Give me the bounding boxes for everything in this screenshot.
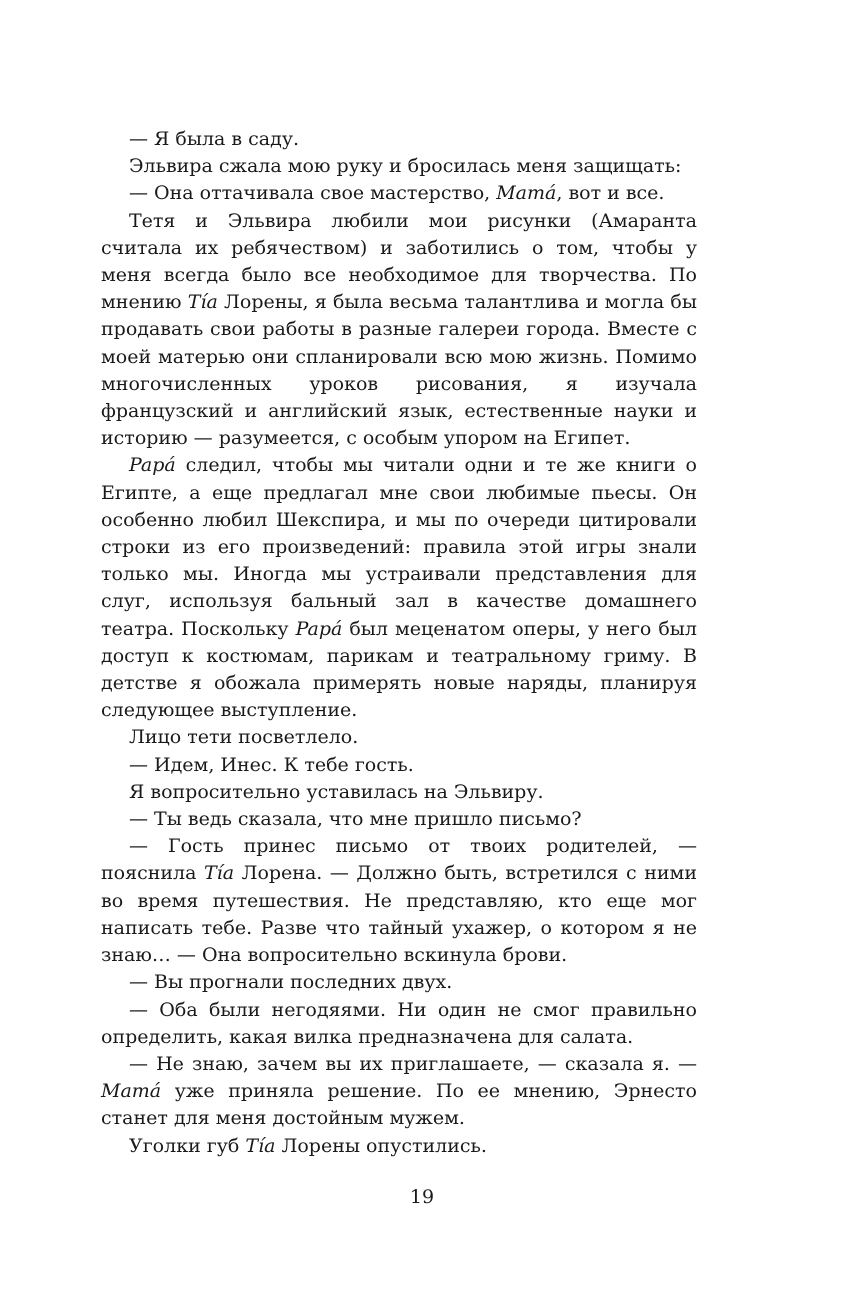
italic-text: Tía <box>187 291 218 314</box>
paragraph <box>101 126 697 153</box>
text-run: следил, чтобы мы читали одни и те же книги о Египте, а еще предлагал мне свои любимые пьесы. Он особенно любил Шекспира, и мы по очереди цитировали строки из его произведений: правила этой игры знали только мы. Иногда мы устраивали представления для слуг, используя бальный зал в качестве домашнего театра. Поскольку <box>101 454 697 640</box>
paragraph <box>101 997 697 1051</box>
text-run: — Гость принес письмо от твоих родителей, — пояснила <box>101 835 697 885</box>
text-run: Лорены, я была весьма талантлива и могла бы продавать свои работы в разные галереи города. Вместе с моей матерью они спланировали всю мою жизнь. Помимо многочисленных уроков рисования, я изучала французский и английский язык, естественные науки и историю — разумеется, с особым упором на Египет. <box>101 291 697 450</box>
paragraph <box>101 1051 697 1133</box>
paragraph <box>101 752 697 779</box>
italic-text: Mamá <box>496 182 557 205</box>
text-run: Тетя и Эльвира любили мои рисунки (Амаранта считала их ребячеством) и заботились о том, чтобы у меня всегда было все необходимое для творчества. По мнению <box>101 209 697 314</box>
text-run: Лорены опустились. <box>275 1134 487 1157</box>
text-run: — Не знаю, зачем вы их приглашаете, — сказала я. — <box>129 1052 697 1075</box>
text-run: Уголки губ <box>129 1134 246 1157</box>
paragraph <box>101 779 697 806</box>
italic-text: Papá <box>129 454 176 477</box>
text-run: — Ты ведь сказала, что мне пришло письмо? <box>129 808 582 831</box>
paragraph <box>101 208 697 453</box>
paragraph <box>101 1133 697 1160</box>
italic-text: Tía <box>245 1134 276 1157</box>
paragraph <box>101 833 697 969</box>
italic-text: Tía <box>203 862 235 885</box>
italic-text: Mamá <box>101 1080 162 1103</box>
paragraph <box>101 806 697 833</box>
text-run: Я вопросительно уставилась на Эльвиру. <box>129 780 544 803</box>
italic-text: Papá <box>295 617 343 640</box>
text-run: Эльвира сжала мою руку и бросилась меня защищать: <box>129 155 682 178</box>
text-run: Лицо тети посветлело. <box>129 726 359 749</box>
text-run: , вот и все. <box>556 182 665 205</box>
text-run: — Идем, Инес. К тебе гость. <box>129 753 414 776</box>
text-run: — Вы прогнали последних двух. <box>129 971 453 994</box>
text-run: уже приняла решение. По ее мнению, Эрнесто станет для меня достойным мужем. <box>101 1080 697 1130</box>
paragraph <box>101 153 697 180</box>
paragraph <box>101 180 697 207</box>
text-run: — Я была в саду. <box>129 128 300 150</box>
paragraph <box>101 969 697 996</box>
text-run: был меценатом оперы, у него был доступ к костюмам, парикам и театральному гриму. В детстве я обожала примерять новые наряды, планируя следующее выступление. <box>101 617 697 722</box>
paragraph <box>101 724 697 751</box>
text-run: — Оба были негодяями. Ни один не смог правильно определить, какая вилка предназначена для салата. <box>101 998 697 1048</box>
body-text <box>101 126 697 1160</box>
text-run: — Она оттачивала свое мастерство, <box>129 182 497 205</box>
paragraph <box>101 452 697 724</box>
page-number: 19 <box>409 1186 435 1208</box>
text-run: Лорена. — Должно быть, встретился с ними во время путешествия. Не представляю, кто еще мог написать тебе. Разве что тайный ухажер, о котором я не знаю… — Она вопросительно вскинула брови. <box>101 862 697 967</box>
